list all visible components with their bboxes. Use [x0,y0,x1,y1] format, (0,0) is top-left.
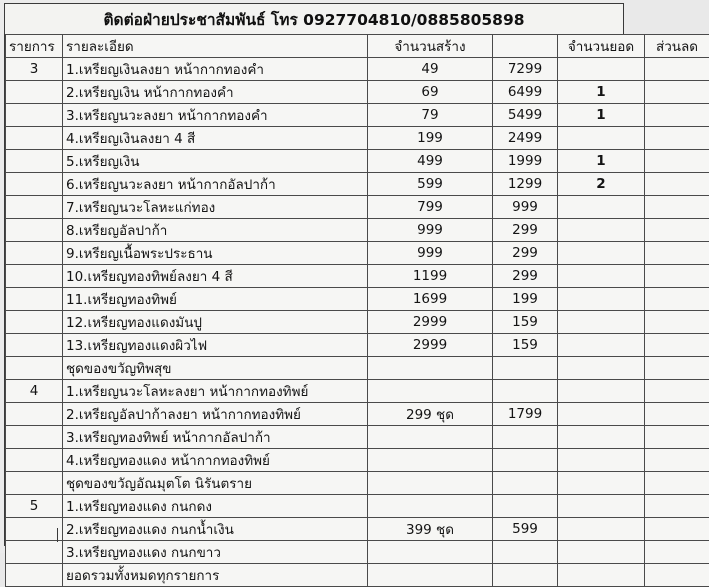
cell-discount [645,403,709,426]
cell-total [558,449,645,472]
cell-made [368,357,493,380]
cell-no [6,104,63,127]
table-body [6,35,709,587]
cell-no [6,403,63,426]
cell-price: 599 [493,518,558,541]
table-row [6,518,709,541]
cell-made: 499 [368,150,493,173]
cell-discount [645,265,709,288]
cell-made: 2999 [368,311,493,334]
cell-no [6,150,63,173]
cell-price: 6499 [493,81,558,104]
cell-made: 69 [368,81,493,104]
cell-total [558,334,645,357]
table-header-row [6,35,709,58]
table-row [6,564,709,587]
cell-total [558,518,645,541]
cell-total [558,472,645,495]
table-row [6,219,709,242]
cell-discount [645,81,709,104]
table-row [6,196,709,219]
table-row [6,403,709,426]
cell-price: 299 [493,219,558,242]
cell-discount [645,196,709,219]
cell-no [6,334,63,357]
table-row [6,311,709,334]
cell-detail: 11.เหรียญทองทิพย์ [63,288,368,311]
cell-detail: 6.เหรียญนวะลงยา หน้ากากอัลปาก้า [63,173,368,196]
column-header-no: รายการ [6,35,63,58]
cell-detail: 2.เหรียญเงิน หน้ากากทองคำ [63,81,368,104]
cell-price: 7299 [493,58,558,81]
cell-discount [645,564,709,587]
cell-made [368,380,493,403]
cell-price: 299 [493,265,558,288]
cell-discount [645,472,709,495]
cell-detail: 3.เหรียญทองทิพย์ หน้ากากอัลปาก้า [63,426,368,449]
cell-total [558,541,645,564]
table-row [6,288,709,311]
cell-detail: 3.เหรียญทองแดง กนกขาว [63,541,368,564]
cell-price: 159 [493,334,558,357]
cell-no [6,472,63,495]
table-row [6,334,709,357]
cell-made [368,472,493,495]
cell-discount [645,104,709,127]
column-header-discount: ส่วนลด [645,35,709,58]
cell-made: 999 [368,242,493,265]
cell-discount [645,150,709,173]
cell-detail: 1.เหรียญนวะโลหะลงยา หน้ากากทองทิพย์ [63,380,368,403]
cell-detail: 2.เหรียญทองแดง กนกน้ำเงิน [63,518,368,541]
cell-detail: 10.เหรียญทองทิพย์ลงยา 4 สี [63,265,368,288]
bottom-divider-stub [57,528,58,542]
cell-price [493,357,558,380]
cell-made: 2999 [368,334,493,357]
cell-price: 1999 [493,150,558,173]
table-row [6,380,709,403]
cell-total [558,265,645,288]
table-row [6,81,709,104]
cell-made: 299 ชุด [368,403,493,426]
cell-price [493,449,558,472]
cell-no [6,357,63,380]
table-row [6,449,709,472]
cell-price [493,564,558,587]
cell-no [6,81,63,104]
cell-no [6,288,63,311]
cell-total: 2 [558,173,645,196]
cell-no: 5 [6,495,63,518]
cell-made: 199 [368,127,493,150]
page-title: ติดต่อฝ่ายประชาสัมพันธ์ โทร 0927704810/0885805898 [5,4,623,34]
table-row [6,265,709,288]
cell-discount [645,58,709,81]
cell-total [558,127,645,150]
cell-total: 1 [558,81,645,104]
column-header-detail: รายละเอียด [63,35,368,58]
cell-no [6,426,63,449]
cell-price: 1299 [493,173,558,196]
cell-made [368,541,493,564]
section-row [6,357,709,380]
cell-no: 3 [6,58,63,81]
cell-total [558,403,645,426]
cell-made: 999 [368,219,493,242]
cell-discount [645,334,709,357]
cell-price [493,495,558,518]
column-header-total: จำนวนยอด [558,35,645,58]
cell-discount [645,173,709,196]
cell-detail: ยอดรวมทั้งหมดทุกรายการ [63,564,368,587]
cell-made [368,564,493,587]
cell-made: 1699 [368,288,493,311]
cell-total [558,196,645,219]
cell-total: 1 [558,104,645,127]
cell-made: 79 [368,104,493,127]
cell-discount [645,449,709,472]
cell-detail: 1.เหรียญเงินลงยา หน้ากากทองคำ [63,58,368,81]
cell-total [558,426,645,449]
cell-detail: 12.เหรียญทองแดงมันปู [63,311,368,334]
cell-made: 49 [368,58,493,81]
cell-detail: 4.เหรียญเงินลงยา 4 สี [63,127,368,150]
cell-made [368,449,493,472]
column-header-made: จำนวนสร้าง [368,35,493,58]
cell-detail: 8.เหรียญอัลปาก้า [63,219,368,242]
cell-total [558,495,645,518]
cell-discount [645,219,709,242]
cell-no [6,242,63,265]
cell-made [368,495,493,518]
cell-price: 299 [493,242,558,265]
cell-no [6,541,63,564]
cell-total [558,311,645,334]
cell-detail: ชุดของขวัญทิพสุข [63,357,368,380]
cell-discount [645,380,709,403]
cell-no [6,127,63,150]
cell-no [6,196,63,219]
table-row [6,104,709,127]
column-header-price [493,35,558,58]
cell-no [6,173,63,196]
table-row [6,242,709,265]
cell-detail: ชุดของขวัญอัณมุตโต นิรันตราย [63,472,368,495]
cell-made: 1199 [368,265,493,288]
cell-no [6,449,63,472]
section-row [6,472,709,495]
table-row [6,173,709,196]
table-row [6,150,709,173]
cell-detail: 4.เหรียญทองแดง หน้ากากทองทิพย์ [63,449,368,472]
cell-detail: 2.เหรียญอัลปาก้าลงยา หน้ากากทองทิพย์ [63,403,368,426]
cell-discount [645,242,709,265]
cell-discount [645,518,709,541]
cell-made: 399 ชุด [368,518,493,541]
cell-discount [645,495,709,518]
cell-discount [645,426,709,449]
cell-detail: 5.เหรียญเงิน [63,150,368,173]
cell-discount [645,127,709,150]
cell-no [6,219,63,242]
cell-detail: 13.เหรียญทองแดงผิวไฟ [63,334,368,357]
cell-price: 1799 [493,403,558,426]
cell-price [493,426,558,449]
cell-detail: 3.เหรียญนวะลงยา หน้ากากทองคำ [63,104,368,127]
table-row [6,495,709,518]
cell-discount [645,288,709,311]
cell-discount [645,541,709,564]
cell-discount [645,357,709,380]
cell-total [558,219,645,242]
price-table [5,34,709,587]
cell-no: 4 [6,380,63,403]
cell-no [6,564,63,587]
cell-no [6,518,63,541]
cell-total [558,380,645,403]
cell-no [6,311,63,334]
cell-made: 799 [368,196,493,219]
cell-total [558,242,645,265]
cell-price [493,472,558,495]
cell-detail: 7.เหรียญนวะโลหะแก่ทอง [63,196,368,219]
table-row [6,58,709,81]
cell-price: 2499 [493,127,558,150]
cell-total [558,58,645,81]
cell-price: 159 [493,311,558,334]
cell-price [493,380,558,403]
cell-total: 1 [558,150,645,173]
cell-no [6,265,63,288]
cell-made: 599 [368,173,493,196]
table-row [6,541,709,564]
cell-total [558,357,645,380]
cell-made [368,426,493,449]
table-row [6,127,709,150]
cell-price: 5499 [493,104,558,127]
cell-detail: 1.เหรียญทองแดง กนกดง [63,495,368,518]
cell-price: 199 [493,288,558,311]
cell-total [558,288,645,311]
cell-total [558,564,645,587]
cell-price: 999 [493,196,558,219]
cell-discount [645,311,709,334]
cell-detail: 9.เหรียญเนื้อพระประธาน [63,242,368,265]
price-list-sheet [4,3,624,546]
cell-price [493,541,558,564]
table-row [6,426,709,449]
